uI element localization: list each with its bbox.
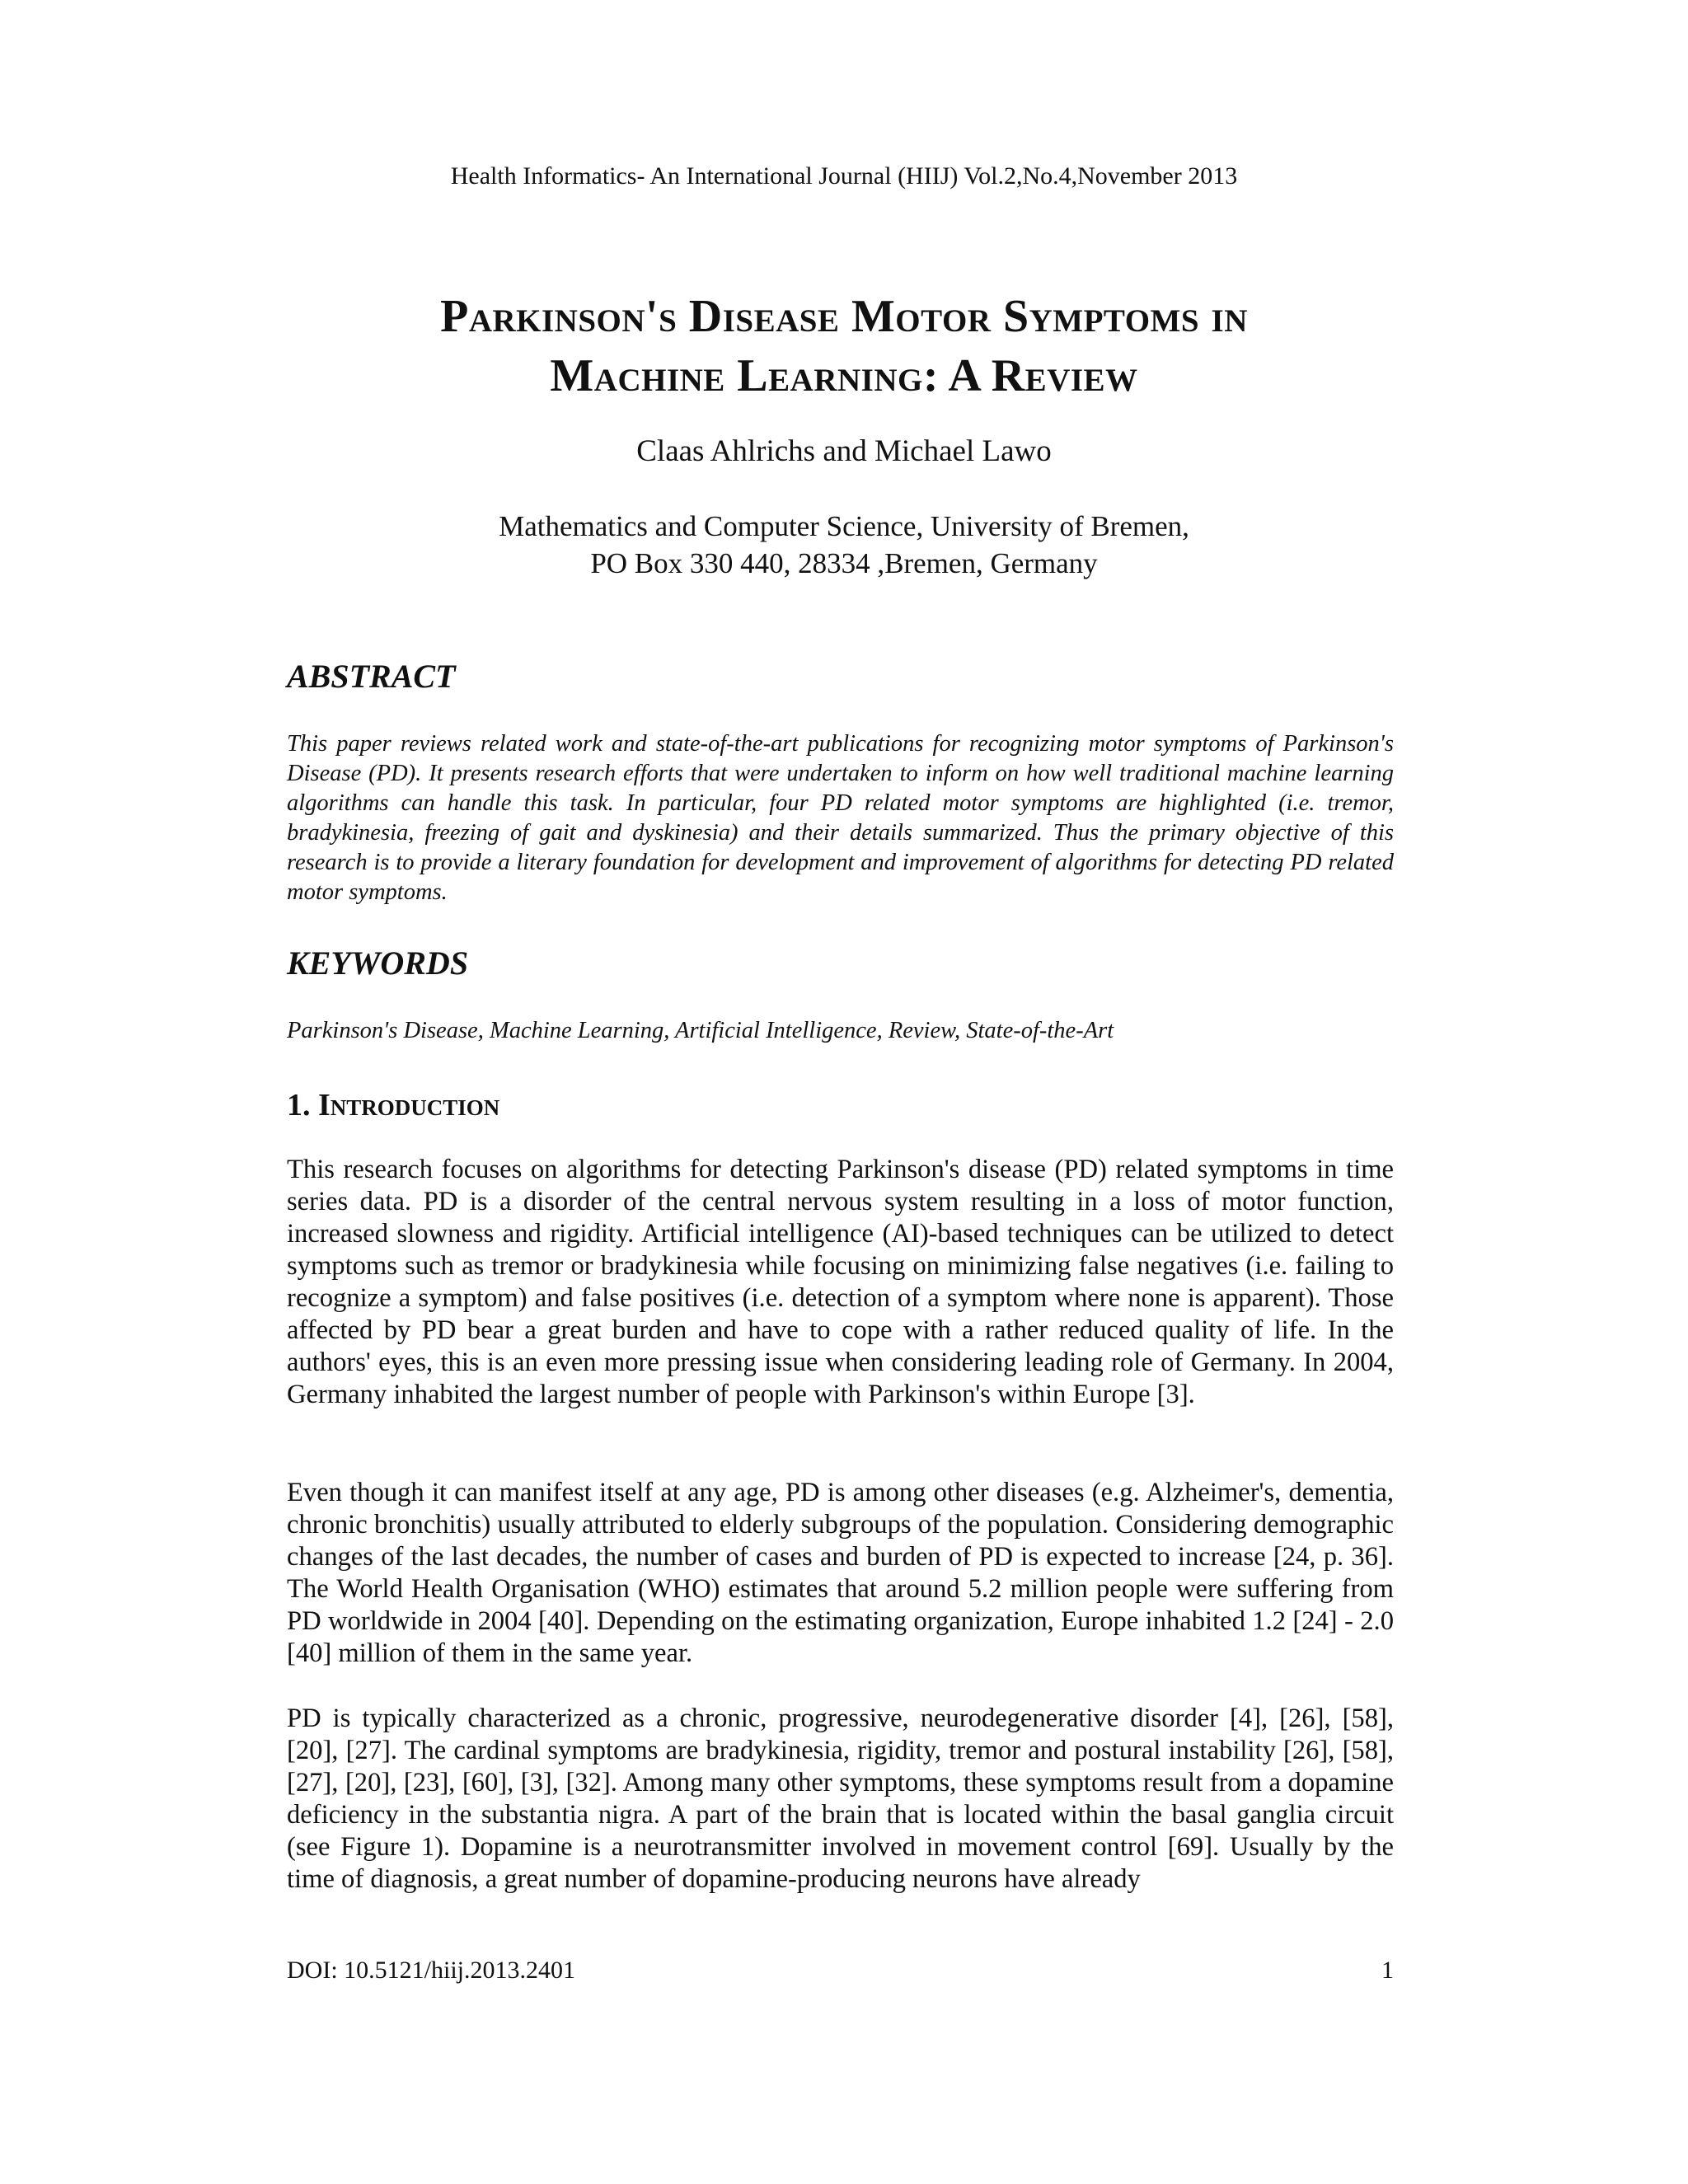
title-line-1: Parkinson's Disease Motor Symptoms in bbox=[440, 291, 1248, 342]
intro-paragraph-2: Even though it can manifest itself at any age, PD is among other diseases (e.g. Alzheimer's, dementia, chronic bronchitis) usually attributed to elderly subgroups of the population. Considering demographic changes of the last decades, the number of cases and burden of PD is expected to increase [24, p. 36]. The World Health Organisation (WHO) estimates that around 5.2 million people were suffering from PD worldwide in 2004 [40]. Depending on the estimating organization, Europe inhabited 1.2 [24] - 2.0 [40] million of them in the same year. bbox=[287, 1478, 1394, 1668]
abstract-heading: ABSTRACT bbox=[287, 658, 456, 695]
paper-title bbox=[0, 287, 1688, 405]
intro-paragraph-3: PD is typically characterized as a chronic, progressive, neurodegenerative disorder [4], [26], [58], [20], [27]. The cardinal symptoms are bradykinesia, rigidity, tremor and postural instability [26], [58], [27], [20], [23], [60], [3], [32]. Among many other symptoms, these symptoms result from a dopamine deficiency in the substantia nigra. A part of the brain that is located within the basal ganglia circuit (see Figure 1). Dopamine is a neurotransmitter involved in movement control [69]. Usually by the time of diagnosis, a great number of dopamine-producing neurons have already bbox=[287, 1704, 1394, 1894]
keywords-text: Parkinson's Disease, Machine Learning, Artificial Intelligence, Review, State-of-the-Art bbox=[287, 1018, 1114, 1043]
introduction-heading: 1. Introduction bbox=[287, 1088, 500, 1122]
abstract-text: This paper reviews related work and state-of-the-art publications for recognizing motor symptoms of Parkinson's Disease (PD). It presents research efforts that were undertaken to inform on how well traditional machine learning algorithms can handle this task. In particular, four PD related motor symptoms are highlighted (i.e. tremor, bradykinesia, freezing of gait and dyskinesia) and their details summarized. Thus the primary objective of this research is to provide a literary foundation for development and improvement of algorithms for detecting PD related motor symptoms. bbox=[287, 731, 1394, 905]
running-header: Health Informatics- An International Journal (HIIJ) Vol.2,No.4,November 2013 bbox=[450, 162, 1238, 190]
keywords-heading: KEYWORDS bbox=[287, 944, 469, 982]
intro-paragraph-1: This research focuses on algorithms for detecting Parkinson's disease (PD) related symptoms in time series data. PD is a disorder of the central nervous system resulting in a loss of motor function, increased slowness and rigidity. Artificial intelligence (AI)-based techniques can be utilized to detect symptoms such as tremor or bradykinesia while focusing on minimizing false negatives (i.e. failing to recognize a symptom) and false positives (i.e. detection of a symptom where none is apparent). Those affected by PD bear a great burden and have to cope with a rather reduced quality of life. In the authors' eyes, this is an even more pressing issue when considering leading role of Germany. In 2004, Germany inhabited the largest number of people with Parkinson's within Europe [3]. bbox=[287, 1155, 1394, 1409]
page-number: 1 bbox=[1381, 1957, 1394, 1984]
affiliation bbox=[0, 508, 1688, 582]
doi: DOI: 10.5121/hiij.2013.2401 bbox=[287, 1957, 575, 1984]
title-line-2: Machine Learning: A Review bbox=[550, 350, 1138, 401]
authors: Claas Ahlrichs and Michael Lawo bbox=[636, 434, 1052, 468]
affiliation-line-2: PO Box 330 440, 28334 ,Bremen, Germany bbox=[590, 547, 1098, 579]
affiliation-line-1: Mathematics and Computer Science, University of Bremen, bbox=[499, 510, 1189, 542]
